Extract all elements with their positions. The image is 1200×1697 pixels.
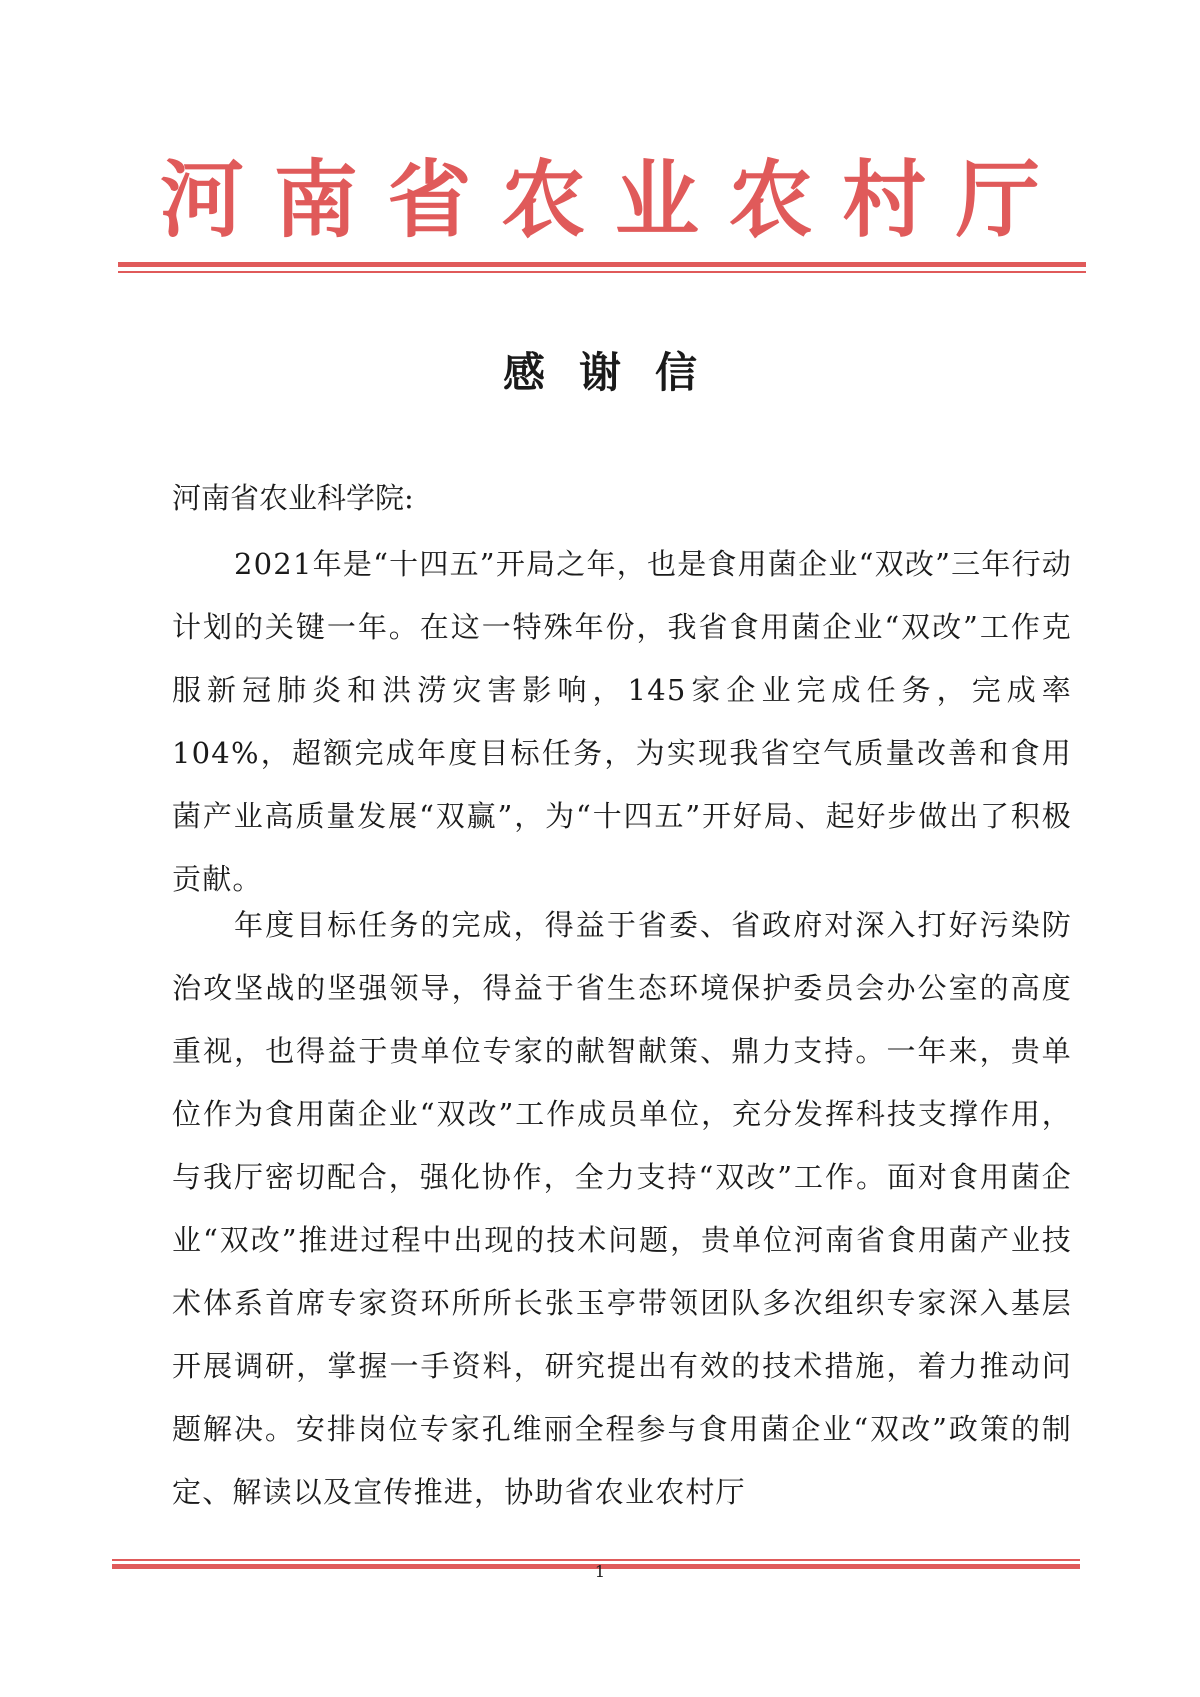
letterhead-char: 南	[273, 151, 358, 249]
letterhead-divider-thick	[118, 262, 1086, 267]
letterhead-char: 农	[501, 151, 586, 249]
document-title: 感谢信	[502, 348, 731, 397]
letterhead-char: 业	[614, 151, 699, 249]
letterhead-char: 村	[842, 151, 927, 249]
letterhead-char: 农	[728, 151, 813, 249]
letterhead-char: 河	[160, 151, 245, 249]
footer-divider-thin	[112, 1559, 1080, 1561]
salutation: 河南省农业科学院:	[172, 481, 414, 515]
letterhead-char: 省	[387, 151, 472, 249]
letterhead	[160, 150, 1040, 250]
letterhead-divider-thin	[118, 271, 1086, 273]
body-paragraph: 2021年是“十四五”开局之年，也是食用菌企业“双改”三年行动计划的关键一年。在这一特殊年份，我省食用菌企业“双改”工作克服新冠肺炎和洪涝灾害影响，145家企业完成任务，完成率104%，超额完成年度目标任务，为实现我省空气质量改善和食用菌产业高质量发展“双赢”，为“十四五”开好局、起好步做出了积极贡献。	[172, 547, 1072, 896]
letterhead-char: 厅	[955, 151, 1040, 249]
page-number: 1	[594, 1562, 606, 1581]
body-paragraph: 年度目标任务的完成，得益于省委、省政府对深入打好污染防治攻坚战的坚强领导，得益于省生态环境保护委员会办公室的高度重视，也得益于贵单位专家的献智献策、鼎力支持。一年来，贵单位作为食用菌企业“双改”工作成员单位，充分发挥科技支撑作用，与我厅密切配合，强化协作，全力支持“双改”工作。面对食用菌企业“双改”推进过程中出现的技术问题，贵单位河南省食用菌产业技术体系首席专家资环所所长张玉亭带领团队多次组织专家深入基层开展调研，掌握一手资料，研究提出有效的技术措施，着力推动问题解决。安排岗位专家孔维丽全程参与食用菌企业“双改”政策的制定、解读以及宣传推进，协助省农业农村厅	[172, 908, 1072, 1509]
